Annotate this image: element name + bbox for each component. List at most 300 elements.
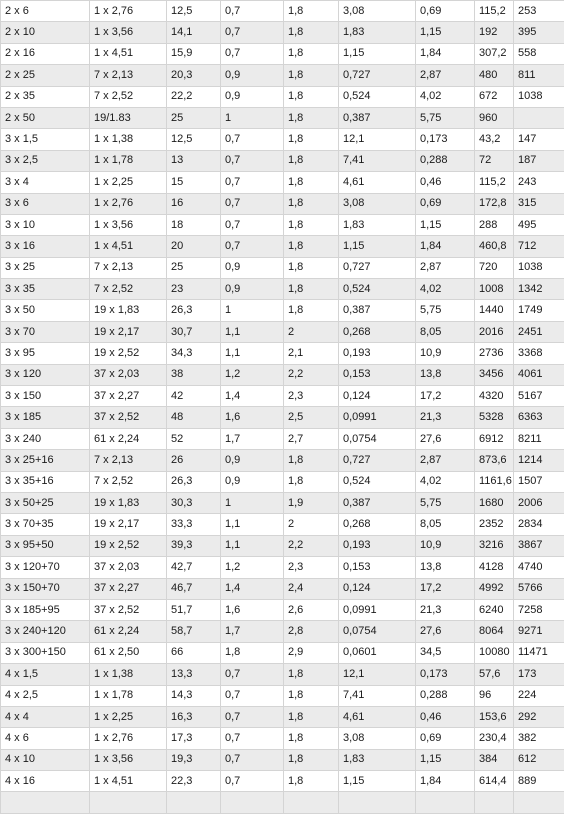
cell-resistance: 0,124	[339, 386, 416, 407]
cell-outer-diameter: 22,2	[167, 86, 221, 107]
cell-resistance: 7,41	[339, 685, 416, 706]
cell-sheath-thickness: 2,2	[284, 364, 339, 385]
cell-insulation-thickness: 1,1	[221, 535, 284, 556]
cell-outer-diameter: 13,3	[167, 664, 221, 685]
cell-cable-section: 2 x 50	[1, 107, 90, 128]
table-row	[1, 65, 564, 86]
cell-outer-diameter: 19,3	[167, 749, 221, 770]
table-row	[1, 172, 564, 193]
cell-outer-diameter: 39,3	[167, 535, 221, 556]
cell-cable-section: 3 x 1,5	[1, 129, 90, 150]
cell-conductor: 19 x 2,17	[90, 321, 167, 342]
cell-value-7: 21,3	[416, 407, 475, 428]
cell-weight: 495	[514, 214, 564, 235]
cell-weight: 712	[514, 236, 564, 257]
cell-value-7: 10,9	[416, 343, 475, 364]
table-body	[1, 1, 564, 814]
cell-value-8: 720	[475, 257, 514, 278]
cell-weight: 224	[514, 685, 564, 706]
cell-value-8: 172,8	[475, 193, 514, 214]
cell-sheath-thickness: 1,8	[284, 664, 339, 685]
cell-insulation-thickness: 0,7	[221, 1, 284, 22]
cell-conductor: 19 x 2,52	[90, 343, 167, 364]
cell-conductor: 1 x 4,51	[90, 236, 167, 257]
cell-insulation-thickness	[221, 792, 284, 813]
cell-weight: 558	[514, 43, 564, 64]
cell-weight: 253	[514, 1, 564, 22]
cell-sheath-thickness: 1,8	[284, 300, 339, 321]
table-row	[1, 407, 564, 428]
table-row	[1, 749, 564, 770]
table-row	[1, 86, 564, 107]
cell-sheath-thickness: 2	[284, 514, 339, 535]
cell-cable-section	[1, 792, 90, 813]
table-row	[1, 43, 564, 64]
cell-weight: 11471	[514, 642, 564, 663]
cell-resistance: 0,193	[339, 535, 416, 556]
cell-weight	[514, 107, 564, 128]
cell-value-8: 72	[475, 150, 514, 171]
cell-value-7: 5,75	[416, 107, 475, 128]
cell-resistance: 0,0754	[339, 621, 416, 642]
cell-weight: 2834	[514, 514, 564, 535]
table-row	[1, 236, 564, 257]
cell-sheath-thickness: 1,8	[284, 728, 339, 749]
table-row	[1, 492, 564, 513]
cell-insulation-thickness: 1,4	[221, 578, 284, 599]
table-row	[1, 279, 564, 300]
cell-resistance: 7,41	[339, 150, 416, 171]
cell-conductor: 61 x 2,24	[90, 428, 167, 449]
cell-weight: 811	[514, 65, 564, 86]
cell-sheath-thickness: 1,8	[284, 1, 339, 22]
cell-conductor: 1 x 4,51	[90, 43, 167, 64]
cell-cable-section: 3 x 70	[1, 321, 90, 342]
cell-cable-section: 3 x 185+95	[1, 599, 90, 620]
cell-sheath-thickness: 1,8	[284, 129, 339, 150]
cell-value-8: 1440	[475, 300, 514, 321]
cell-conductor: 61 x 2,50	[90, 642, 167, 663]
cell-weight: 4061	[514, 364, 564, 385]
cell-resistance: 1,83	[339, 214, 416, 235]
cell-value-7: 2,87	[416, 257, 475, 278]
cell-resistance: 0,153	[339, 557, 416, 578]
cell-resistance: 0,0754	[339, 428, 416, 449]
cell-sheath-thickness: 2,5	[284, 407, 339, 428]
cell-conductor: 1 x 1,78	[90, 150, 167, 171]
cell-value-8: 480	[475, 65, 514, 86]
cell-conductor: 1 x 4,51	[90, 771, 167, 792]
cell-sheath-thickness: 1,8	[284, 771, 339, 792]
cell-value-8: 2016	[475, 321, 514, 342]
cell-value-7: 21,3	[416, 599, 475, 620]
cell-conductor: 19 x 1,83	[90, 492, 167, 513]
cell-weight: 2006	[514, 492, 564, 513]
cell-weight: 6363	[514, 407, 564, 428]
cell-insulation-thickness: 1,8	[221, 642, 284, 663]
cell-insulation-thickness: 0,7	[221, 236, 284, 257]
cell-sheath-thickness: 1,9	[284, 492, 339, 513]
cell-insulation-thickness: 0,7	[221, 706, 284, 727]
cell-cable-section: 3 x 10	[1, 214, 90, 235]
cell-conductor: 19 x 2,17	[90, 514, 167, 535]
cell-resistance: 3,08	[339, 193, 416, 214]
cell-conductor: 1 x 1,38	[90, 129, 167, 150]
cell-resistance: 1,83	[339, 22, 416, 43]
table-row	[1, 321, 564, 342]
cell-conductor: 1 x 1,78	[90, 685, 167, 706]
cell-cable-section: 3 x 150	[1, 386, 90, 407]
cell-value-8: 873,6	[475, 450, 514, 471]
cell-resistance: 12,1	[339, 129, 416, 150]
cell-resistance: 1,15	[339, 236, 416, 257]
cell-sheath-thickness: 1,8	[284, 65, 339, 86]
cell-cable-section: 4 x 1,5	[1, 664, 90, 685]
cell-sheath-thickness: 1,8	[284, 706, 339, 727]
cell-insulation-thickness: 0,7	[221, 771, 284, 792]
cell-insulation-thickness: 0,7	[221, 749, 284, 770]
table-row	[1, 450, 564, 471]
cell-value-8: 3216	[475, 535, 514, 556]
cell-value-8: 288	[475, 214, 514, 235]
cell-cable-section: 4 x 16	[1, 771, 90, 792]
cell-resistance: 0,153	[339, 364, 416, 385]
cell-value-7	[416, 792, 475, 813]
cell-value-7: 27,6	[416, 621, 475, 642]
cell-sheath-thickness: 2,8	[284, 621, 339, 642]
table-row	[1, 300, 564, 321]
cell-sheath-thickness: 1,8	[284, 172, 339, 193]
cell-sheath-thickness: 1,8	[284, 22, 339, 43]
cell-outer-diameter: 15	[167, 172, 221, 193]
cell-outer-diameter: 38	[167, 364, 221, 385]
table-row	[1, 343, 564, 364]
cell-sheath-thickness: 1,8	[284, 214, 339, 235]
cell-value-7: 0,173	[416, 664, 475, 685]
cell-value-8: 8064	[475, 621, 514, 642]
cell-value-7: 2,87	[416, 65, 475, 86]
table-row	[1, 129, 564, 150]
cell-insulation-thickness: 1,7	[221, 428, 284, 449]
cell-insulation-thickness: 0,7	[221, 685, 284, 706]
cell-weight	[514, 792, 564, 813]
cell-conductor: 1 x 2,25	[90, 172, 167, 193]
table-row	[1, 642, 564, 663]
cell-resistance: 0,387	[339, 492, 416, 513]
cell-outer-diameter: 16	[167, 193, 221, 214]
table-row	[1, 214, 564, 235]
cell-cable-section: 3 x 240	[1, 428, 90, 449]
table-row	[1, 599, 564, 620]
cell-value-8: 6240	[475, 599, 514, 620]
cell-insulation-thickness: 0,9	[221, 257, 284, 278]
cell-outer-diameter: 18	[167, 214, 221, 235]
cell-outer-diameter: 48	[167, 407, 221, 428]
cell-value-8: 96	[475, 685, 514, 706]
cell-outer-diameter: 58,7	[167, 621, 221, 642]
cell-outer-diameter: 52	[167, 428, 221, 449]
cell-insulation-thickness: 1,4	[221, 386, 284, 407]
cell-insulation-thickness: 1,2	[221, 364, 284, 385]
cell-outer-diameter: 13	[167, 150, 221, 171]
cell-conductor: 7 x 2,52	[90, 279, 167, 300]
cell-weight: 1214	[514, 450, 564, 471]
cell-value-8	[475, 792, 514, 813]
cell-value-8: 2736	[475, 343, 514, 364]
cell-insulation-thickness: 0,7	[221, 664, 284, 685]
cell-value-8: 1161,6	[475, 471, 514, 492]
cell-cable-section: 4 x 2,5	[1, 685, 90, 706]
cell-conductor: 37 x 2,52	[90, 599, 167, 620]
cell-sheath-thickness: 1,8	[284, 279, 339, 300]
cell-cable-section: 3 x 25+16	[1, 450, 90, 471]
cell-cable-section: 3 x 16	[1, 236, 90, 257]
cell-sheath-thickness: 2,9	[284, 642, 339, 663]
table-row	[1, 685, 564, 706]
cell-value-8: 4992	[475, 578, 514, 599]
cell-resistance: 1,15	[339, 43, 416, 64]
cell-value-7: 0,69	[416, 1, 475, 22]
cell-value-7: 0,69	[416, 193, 475, 214]
cell-resistance: 0,193	[339, 343, 416, 364]
cell-outer-diameter	[167, 792, 221, 813]
cell-sheath-thickness: 1,8	[284, 257, 339, 278]
cell-conductor: 19/1.83	[90, 107, 167, 128]
cell-weight: 243	[514, 172, 564, 193]
cell-value-8: 43,2	[475, 129, 514, 150]
cell-cable-section: 3 x 6	[1, 193, 90, 214]
cell-insulation-thickness: 0,9	[221, 450, 284, 471]
cell-cable-section: 3 x 120	[1, 364, 90, 385]
cell-insulation-thickness: 0,7	[221, 22, 284, 43]
cell-weight: 173	[514, 664, 564, 685]
cell-value-8: 115,2	[475, 1, 514, 22]
cell-sheath-thickness: 2,6	[284, 599, 339, 620]
cell-outer-diameter: 42	[167, 386, 221, 407]
cell-value-7: 1,15	[416, 749, 475, 770]
cell-conductor: 19 x 2,52	[90, 535, 167, 556]
cell-outer-diameter: 23	[167, 279, 221, 300]
cell-insulation-thickness: 1,6	[221, 599, 284, 620]
cell-conductor: 19 x 1,83	[90, 300, 167, 321]
cell-value-8: 153,6	[475, 706, 514, 727]
cell-cable-section: 3 x 185	[1, 407, 90, 428]
cell-value-7: 1,84	[416, 43, 475, 64]
cell-outer-diameter: 51,7	[167, 599, 221, 620]
cell-value-8: 4128	[475, 557, 514, 578]
cell-insulation-thickness: 0,7	[221, 150, 284, 171]
cell-value-7: 17,2	[416, 386, 475, 407]
cell-resistance	[339, 792, 416, 813]
cell-sheath-thickness	[284, 792, 339, 813]
cell-weight: 147	[514, 129, 564, 150]
cell-conductor: 1 x 2,76	[90, 728, 167, 749]
cell-cable-section: 3 x 120+70	[1, 557, 90, 578]
cell-cable-section: 3 x 70+35	[1, 514, 90, 535]
cell-value-8: 384	[475, 749, 514, 770]
cell-insulation-thickness: 0,7	[221, 193, 284, 214]
cell-sheath-thickness: 2,4	[284, 578, 339, 599]
cell-sheath-thickness: 2,1	[284, 343, 339, 364]
cell-weight: 5766	[514, 578, 564, 599]
cell-outer-diameter: 14,3	[167, 685, 221, 706]
cell-resistance: 0,268	[339, 514, 416, 535]
cell-weight: 1038	[514, 257, 564, 278]
cell-conductor: 37 x 2,03	[90, 557, 167, 578]
cell-value-8: 4320	[475, 386, 514, 407]
cell-outer-diameter: 26	[167, 450, 221, 471]
cell-outer-diameter: 17,3	[167, 728, 221, 749]
cell-outer-diameter: 30,3	[167, 492, 221, 513]
cell-value-8: 3456	[475, 364, 514, 385]
table-row	[1, 386, 564, 407]
cell-weight: 5167	[514, 386, 564, 407]
cell-value-8: 460,8	[475, 236, 514, 257]
table-row	[1, 706, 564, 727]
cell-sheath-thickness: 2,3	[284, 557, 339, 578]
cell-conductor: 7 x 2,52	[90, 86, 167, 107]
cell-value-8: 115,2	[475, 172, 514, 193]
cell-resistance: 1,83	[339, 749, 416, 770]
table-row	[1, 364, 564, 385]
table-row	[1, 193, 564, 214]
cell-value-7: 0,46	[416, 172, 475, 193]
cell-weight: 315	[514, 193, 564, 214]
cell-cable-section: 4 x 4	[1, 706, 90, 727]
cell-value-8: 1008	[475, 279, 514, 300]
cell-weight: 7258	[514, 599, 564, 620]
cell-outer-diameter: 20,3	[167, 65, 221, 86]
cell-cable-section: 3 x 95+50	[1, 535, 90, 556]
table-row	[1, 1, 564, 22]
cell-sheath-thickness: 1,8	[284, 685, 339, 706]
cell-insulation-thickness: 0,9	[221, 471, 284, 492]
cell-conductor: 37 x 2,27	[90, 386, 167, 407]
cell-resistance: 0,387	[339, 300, 416, 321]
cell-sheath-thickness: 2,2	[284, 535, 339, 556]
table-row	[1, 621, 564, 642]
table-row	[1, 471, 564, 492]
cell-value-8: 672	[475, 86, 514, 107]
table-row	[1, 728, 564, 749]
cell-insulation-thickness: 0,7	[221, 172, 284, 193]
cell-cable-section: 3 x 300+150	[1, 642, 90, 663]
cell-value-7: 4,02	[416, 279, 475, 300]
cell-conductor: 37 x 2,27	[90, 578, 167, 599]
table-row	[1, 107, 564, 128]
cell-cable-section: 3 x 95	[1, 343, 90, 364]
cell-conductor: 37 x 2,52	[90, 407, 167, 428]
cell-outer-diameter: 34,3	[167, 343, 221, 364]
cell-cable-section: 2 x 10	[1, 22, 90, 43]
cell-value-8: 960	[475, 107, 514, 128]
cell-cable-section: 3 x 4	[1, 172, 90, 193]
cell-value-7: 27,6	[416, 428, 475, 449]
cell-outer-diameter: 12,5	[167, 129, 221, 150]
cell-weight: 2451	[514, 321, 564, 342]
cell-value-7: 13,8	[416, 364, 475, 385]
cell-weight: 3368	[514, 343, 564, 364]
cell-cable-section: 2 x 6	[1, 1, 90, 22]
cell-value-7: 4,02	[416, 471, 475, 492]
cell-cable-section: 2 x 35	[1, 86, 90, 107]
cell-outer-diameter: 20	[167, 236, 221, 257]
cell-sheath-thickness: 1,8	[284, 749, 339, 770]
cell-outer-diameter: 12,5	[167, 1, 221, 22]
cell-conductor: 61 x 2,24	[90, 621, 167, 642]
cell-value-8: 192	[475, 22, 514, 43]
cell-value-7: 34,5	[416, 642, 475, 663]
cell-sheath-thickness: 1,8	[284, 107, 339, 128]
cell-insulation-thickness: 1,2	[221, 557, 284, 578]
cell-value-7: 8,05	[416, 514, 475, 535]
cell-outer-diameter: 26,3	[167, 471, 221, 492]
cell-value-8: 6912	[475, 428, 514, 449]
cell-resistance: 0,124	[339, 578, 416, 599]
cell-outer-diameter: 46,7	[167, 578, 221, 599]
cell-value-7: 0,288	[416, 685, 475, 706]
cell-weight: 1038	[514, 86, 564, 107]
cell-outer-diameter: 22,3	[167, 771, 221, 792]
cell-weight: 4740	[514, 557, 564, 578]
cell-cable-section: 4 x 10	[1, 749, 90, 770]
cell-insulation-thickness: 1,1	[221, 514, 284, 535]
cell-value-8: 1680	[475, 492, 514, 513]
table-row	[1, 257, 564, 278]
table-row	[1, 578, 564, 599]
cell-value-7: 2,87	[416, 450, 475, 471]
cell-sheath-thickness: 1,8	[284, 450, 339, 471]
cell-cable-section: 3 x 50+25	[1, 492, 90, 513]
cell-value-8: 10080	[475, 642, 514, 663]
cell-value-7: 10,9	[416, 535, 475, 556]
cell-value-7: 0,46	[416, 706, 475, 727]
cell-outer-diameter: 33,3	[167, 514, 221, 535]
cell-insulation-thickness: 1,7	[221, 621, 284, 642]
cell-conductor: 7 x 2,13	[90, 65, 167, 86]
cell-conductor: 7 x 2,13	[90, 257, 167, 278]
cell-conductor: 1 x 2,25	[90, 706, 167, 727]
table-row	[1, 664, 564, 685]
cell-outer-diameter: 66	[167, 642, 221, 663]
table-row	[1, 792, 564, 813]
cell-value-8: 614,4	[475, 771, 514, 792]
cell-conductor: 37 x 2,03	[90, 364, 167, 385]
cell-value-7: 0,288	[416, 150, 475, 171]
cell-weight: 3867	[514, 535, 564, 556]
cell-resistance: 0,268	[339, 321, 416, 342]
cell-resistance: 4,61	[339, 172, 416, 193]
cell-outer-diameter: 26,3	[167, 300, 221, 321]
cell-cable-section: 2 x 25	[1, 65, 90, 86]
cell-insulation-thickness: 1	[221, 492, 284, 513]
cell-insulation-thickness: 1,1	[221, 321, 284, 342]
cell-value-8: 57,6	[475, 664, 514, 685]
cell-sheath-thickness: 1,8	[284, 471, 339, 492]
cell-value-7: 0,69	[416, 728, 475, 749]
cell-value-7: 5,75	[416, 492, 475, 513]
cell-insulation-thickness: 0,7	[221, 214, 284, 235]
cell-insulation-thickness: 1	[221, 300, 284, 321]
cell-resistance: 0,0601	[339, 642, 416, 663]
cell-value-7: 8,05	[416, 321, 475, 342]
cell-insulation-thickness: 0,7	[221, 43, 284, 64]
table-row	[1, 514, 564, 535]
cell-value-8: 307,2	[475, 43, 514, 64]
cell-cable-section: 3 x 25	[1, 257, 90, 278]
cell-conductor: 7 x 2,52	[90, 471, 167, 492]
cell-resistance: 3,08	[339, 728, 416, 749]
